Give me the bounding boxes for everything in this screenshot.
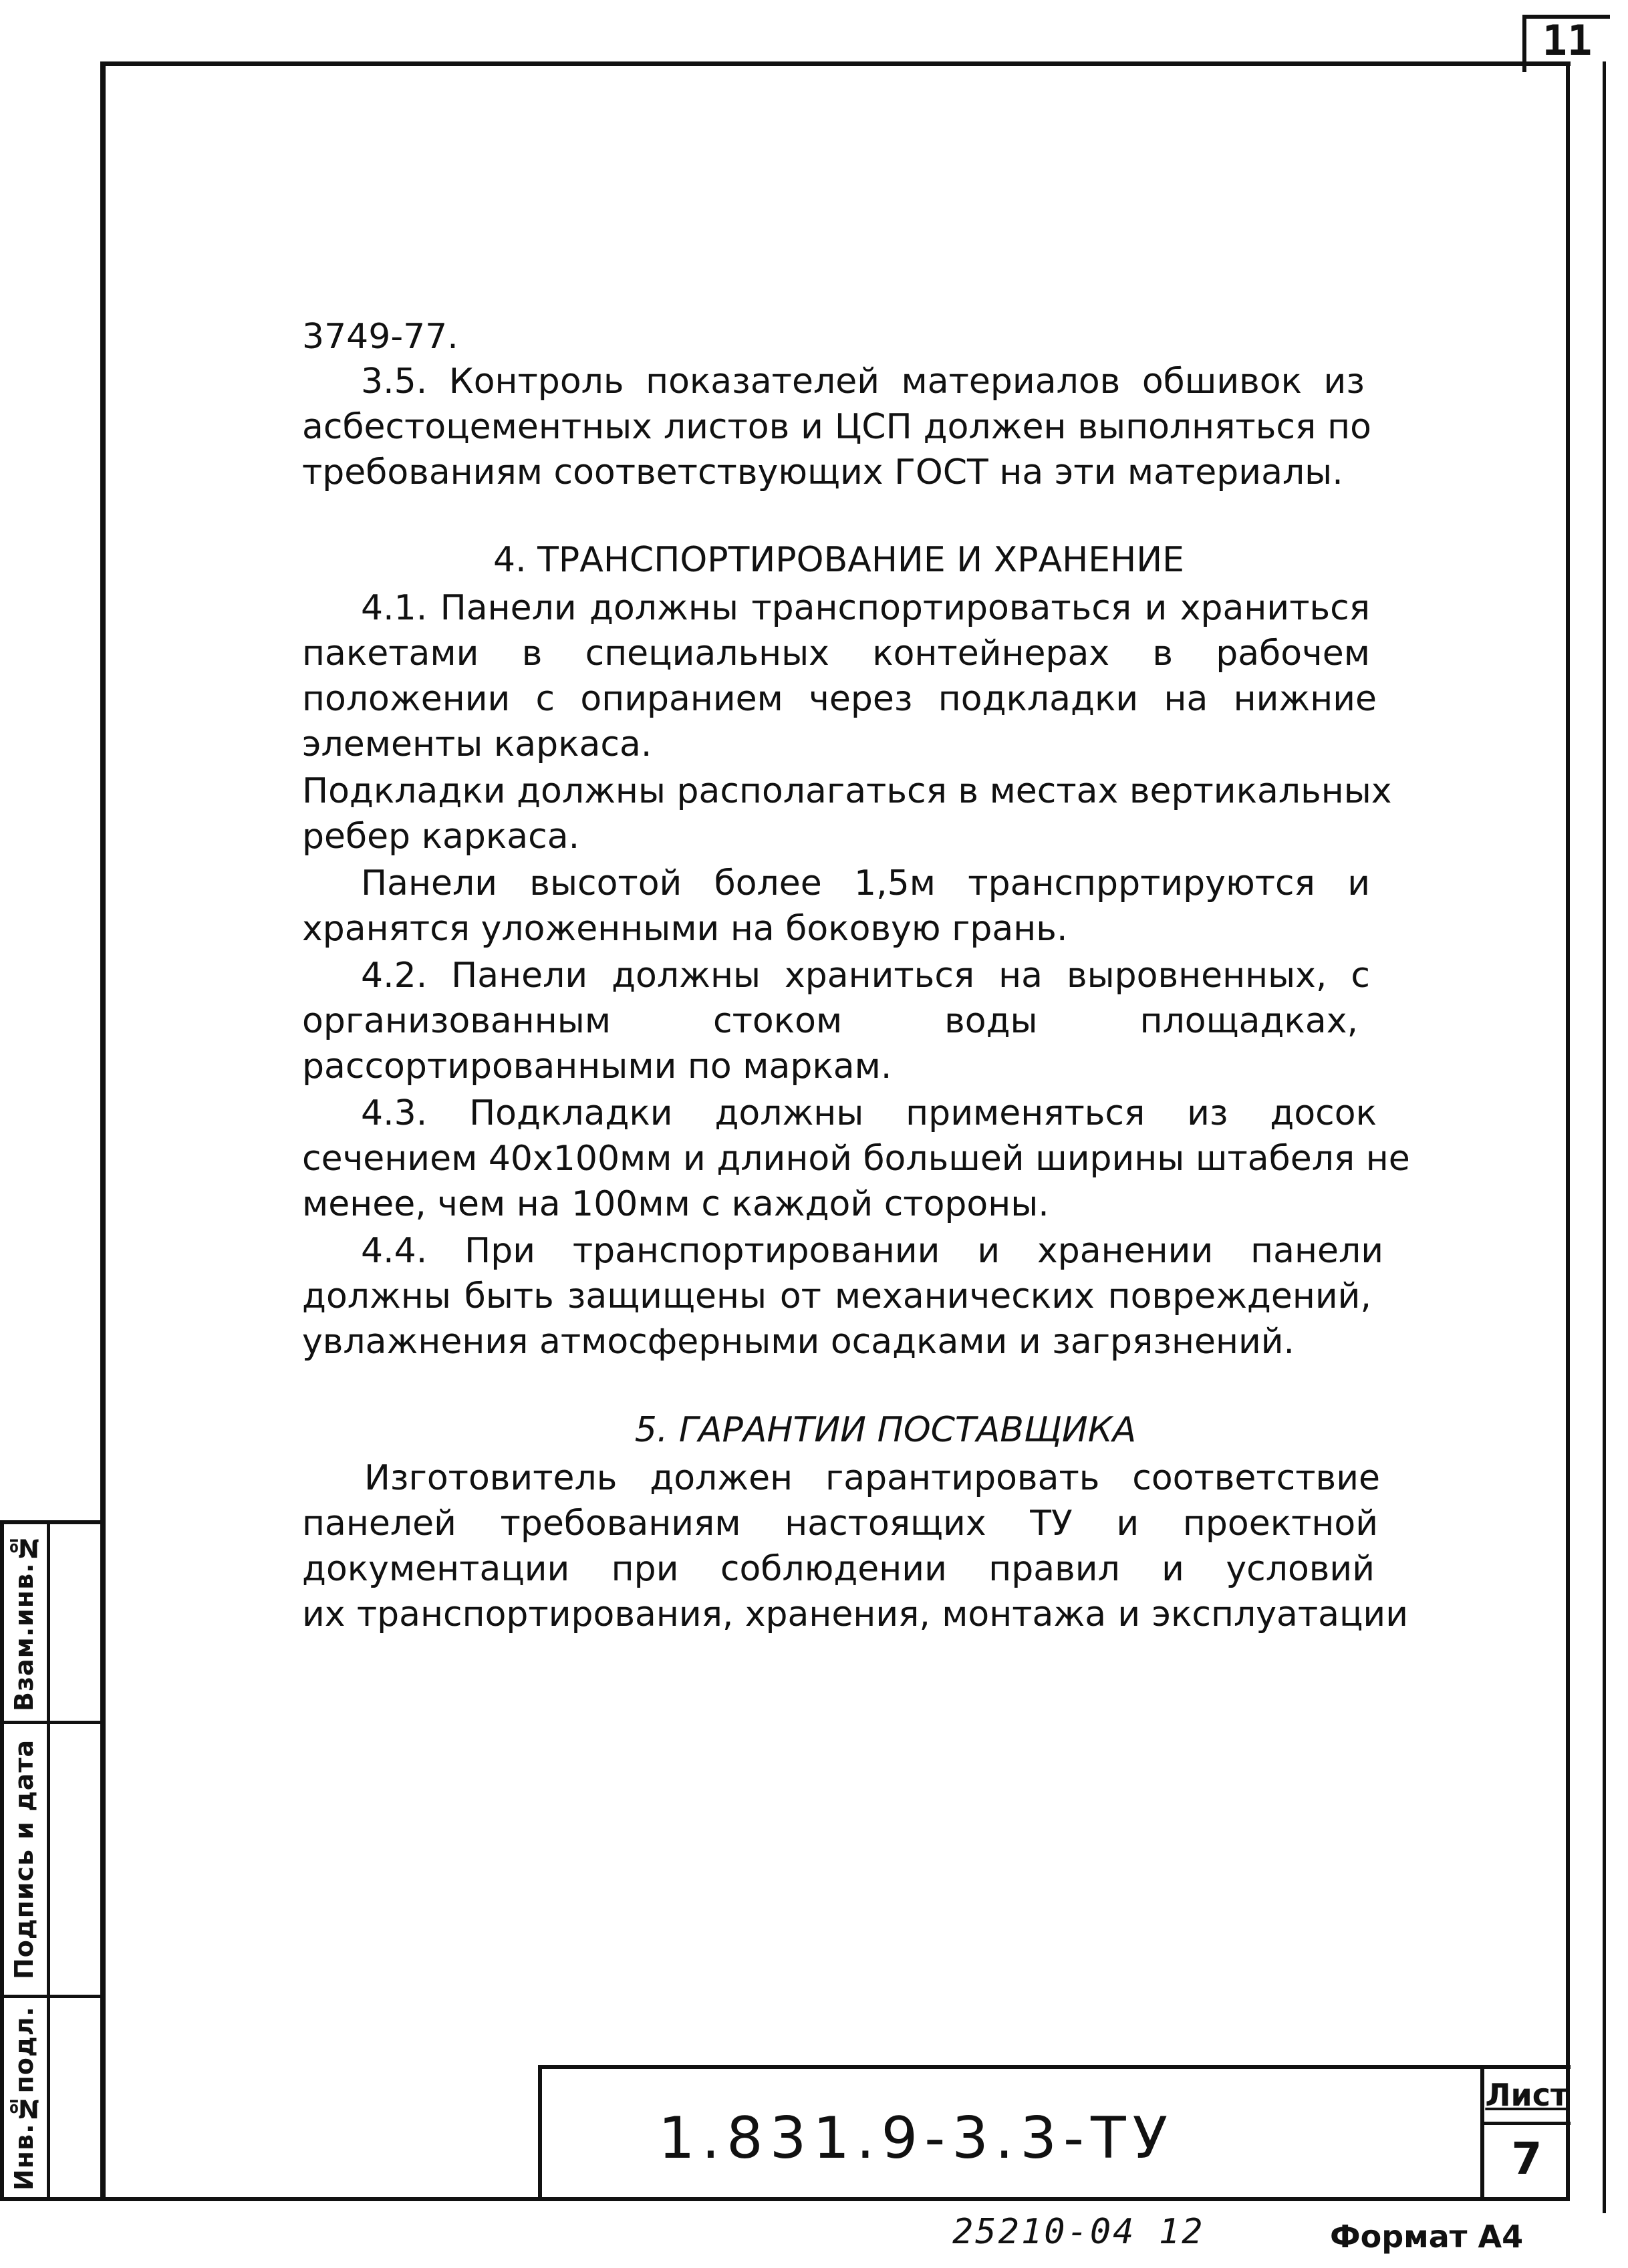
sheet-number: 7 — [1511, 2133, 1542, 2184]
section-4-1-line: пакетами в специальных контейнерах в рабочем — [302, 633, 1370, 674]
section-5-line: панелей требованиям настоящих ТУ и проектной — [302, 1504, 1378, 1544]
section-5-heading: 5. ГАРАНТИИ ПОСТАВЩИКА — [634, 1410, 1137, 1450]
title-block-sheet-separator — [1480, 2065, 1484, 2201]
section-4-3-line: менее, чем на 100мм с каждой стороны. — [302, 1184, 1049, 1224]
section-4-1-supports-line: ребер каркаса. — [302, 817, 580, 857]
section-4-1-line: положении с опиранием через подкладки на нижние — [302, 679, 1377, 719]
section-4-4-line: 4.4. При транспортировании и хранении панели — [361, 1231, 1383, 1271]
stamp-field-signature-date: Подпись и дата — [9, 1739, 39, 1980]
stamp-field-replacement-inventory: Взам.инв.№ — [9, 1532, 39, 1712]
page-number: 11 — [1542, 16, 1593, 65]
section-4-2-line: организованным стоком воды площадках, — [302, 1001, 1358, 1041]
title-block-sheet-divider — [1480, 2122, 1571, 2125]
frame-top-border — [100, 61, 1571, 66]
section-3-5-line: 3.5. Контроль показателей материалов обшивок из — [361, 362, 1365, 402]
continued-reference: 3749-77. — [302, 317, 458, 357]
archive-code: 25210-04 12 — [952, 2212, 1205, 2252]
section-4-2-line: рассортированными по маркам. — [302, 1046, 892, 1087]
section-4-1-height-line: Панели высотой более 1,5м транспрртируются и — [361, 863, 1370, 903]
section-5-line: их транспортирования, хранения, монтажа и эксплуатации — [302, 1594, 1408, 1635]
section-4-1-line: элементы каркаса. — [302, 724, 652, 764]
section-5-line: документации при соблюдении правил и условий — [302, 1549, 1375, 1589]
section-4-4-line: увлажнения атмосферными осадками и загрязнений. — [302, 1322, 1295, 1362]
title-block-left-border — [538, 2065, 542, 2201]
section-5-line: Изготовитель должен гарантировать соответствие — [364, 1458, 1380, 1498]
section-4-4-line: должны быть защищены от механических повреждений, — [302, 1276, 1371, 1316]
frame-left-border — [100, 61, 106, 2200]
section-4-3-line: сечением 40х100мм и длиной большей ширины штабеля не — [302, 1139, 1410, 1179]
section-4-1-line: 4.1. Панели должны транспортироваться и храниться — [361, 588, 1370, 628]
frame-right-border — [1566, 61, 1570, 2200]
section-4-1-height-line: хранятся уложенными на боковую грань. — [302, 909, 1068, 949]
outer-right-border — [1603, 61, 1606, 2213]
section-4-2-line: 4.2. Панели должны храниться на выровненных, с — [361, 956, 1370, 996]
section-4-heading: 4. ТРАНСПОРТИРОВАНИЕ И ХРАНЕНИЕ — [493, 540, 1184, 580]
section-4-1-supports-line: Подкладки должны располагаться в местах вертикальных — [302, 771, 1392, 811]
stamp-field-inventory-original: Инв.№подл. — [9, 2006, 39, 2190]
frame-bottom-border — [100, 2197, 1570, 2201]
paper-format: Формат А4 — [1330, 2219, 1524, 2255]
title-block-top-border — [538, 2065, 1571, 2069]
document-code: 1.831.9-3.3-ТУ — [658, 2105, 1175, 2172]
section-3-5-line: асбестоцементных листов и ЦСП должен выполняться по — [302, 407, 1371, 447]
sheet-label: Лист — [1485, 2077, 1569, 2113]
section-3-5-line: требованиям соответствующих ГОСТ на эти материалы. — [302, 452, 1343, 492]
section-4-3-line: 4.3. Подкладки должны применяться из досок — [361, 1093, 1377, 1133]
